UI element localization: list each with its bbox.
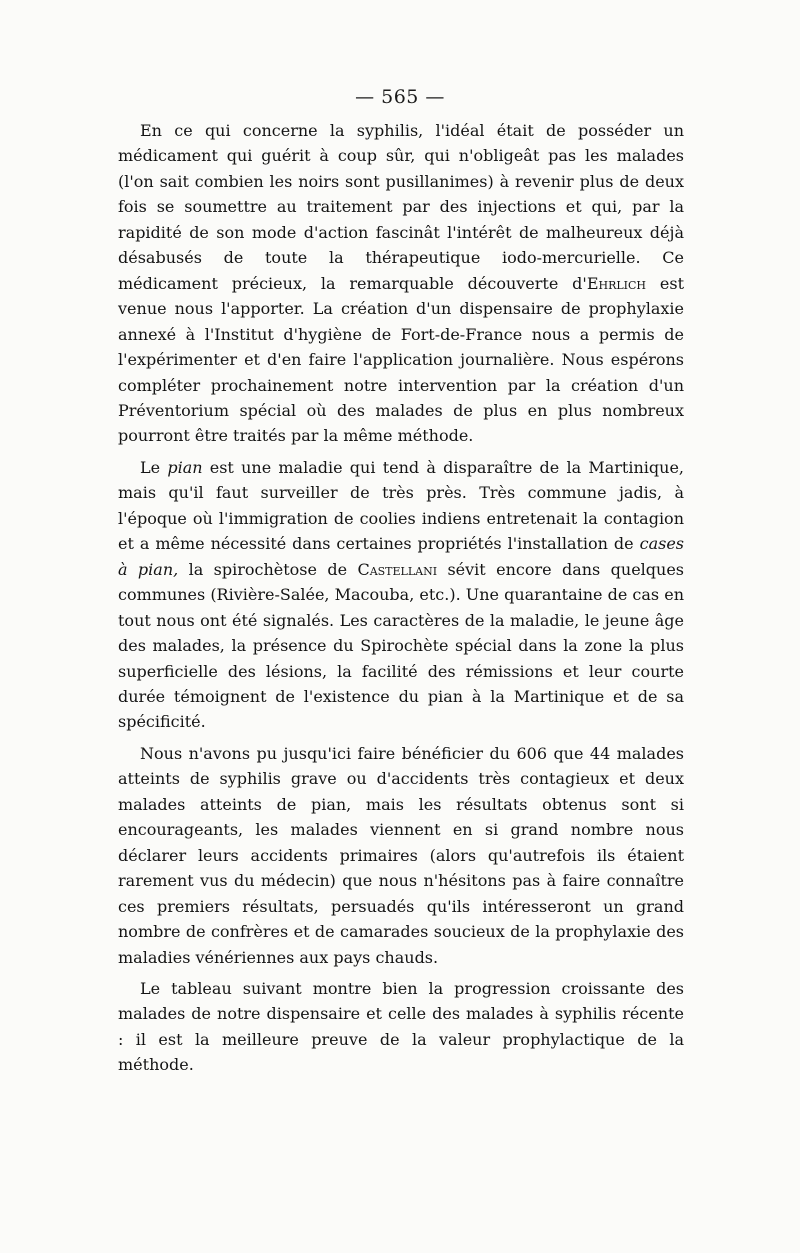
- page-number: — 565 —: [355, 86, 445, 108]
- text-segment: sévit encore dans quelques communes (Rivière-Salée, Macouba, etc.). Une quarantaine de cas en tout nous ont été signalés. Les caractères de la maladie, le jeune âge des malades, la présence du Spirochète spécial dans la zone la plus superficielle des lésions, la facilité des rémissions et leur courte durée témoignent de l'existence du pian à la Martinique et de sa spécificité.: [118, 559, 685, 732]
- text-segment: est venue nous l'apporter. La création d'un dispensaire de prophylaxie annexé à l'Institut d'hygiène de Fort-de-France nous a permis de l'expérimenter et d'en faire l'application journalière. Nous espérons compléter prochainement notre intervention par la création d'un Préventorium spécial où des malades de plus en plus nombreux pourront être traités par la même méthode.: [118, 273, 684, 446]
- italic-term-cases-a-pian: cases à pian,: [118, 534, 684, 579]
- author-name-ehrlich: Ehrlich: [586, 273, 647, 293]
- text-segment: est une maladie qui tend à disparaître de la Martinique, mais qu'il faut surveiller de très près. Très commune jadis, à l'époque où l'immigration de coolies indiens entretenait la contagion et a même nécessité dans certaines propriétés l'installation de: [118, 457, 684, 554]
- text-segment: Le: [140, 457, 168, 477]
- text-segment: En ce qui concerne la syphilis, l'idéal était de posséder un médicament qui guérit à coup sûr, qui n'obligeât pas les malades (l'on sait combien les noirs sont pusillanimes) à revenir plus de deux fois se soumettre au traitement par des injections et qui, par la rapidité de son mode d'action fascinât l'intérêt de malheureux déjà désabusés de toute la thérapeutique iodo-mercurielle. Ce médicament précieux, la remarquable découverte d': [118, 121, 684, 293]
- body-text: [118, 118, 684, 1078]
- text-segment: Nous n'avons pu jusqu'ici faire bénéficier du 606 que 44 malades atteints de syphilis grave ou d'accidents très contagieux et deux malades atteints de pian, mais les résultats obtenus sont si encourageants, les malades viennent en si grand nombre nous déclarer leurs accidents primaires (alors qu'autrefois ils étaient rarement vus du médecin) que nous n'hésitons pas à faire connaître ces premiers résultats, persuadés qu'ils intéresseront un grand nombre de confrères et de camarades soucieux de la prophylaxie des maladies vénériennes aux pays chauds.: [118, 743, 684, 967]
- text-segment: la spirochètose de: [178, 559, 358, 579]
- text-segment: Le tableau suivant montre bien la progression croissante des malades de notre dispensaire et celle des malades à syphilis récente : il est la meilleure preuve de la valeur prophylactique de la méthode.: [118, 978, 684, 1075]
- paragraph-pian: [118, 455, 684, 735]
- author-name-castellani: Castellani: [357, 559, 438, 579]
- paragraph-results: [118, 741, 684, 970]
- italic-term-pian: pian: [167, 457, 203, 477]
- paragraph-syphilis: [118, 118, 684, 449]
- paragraph-table-intro: [118, 976, 684, 1078]
